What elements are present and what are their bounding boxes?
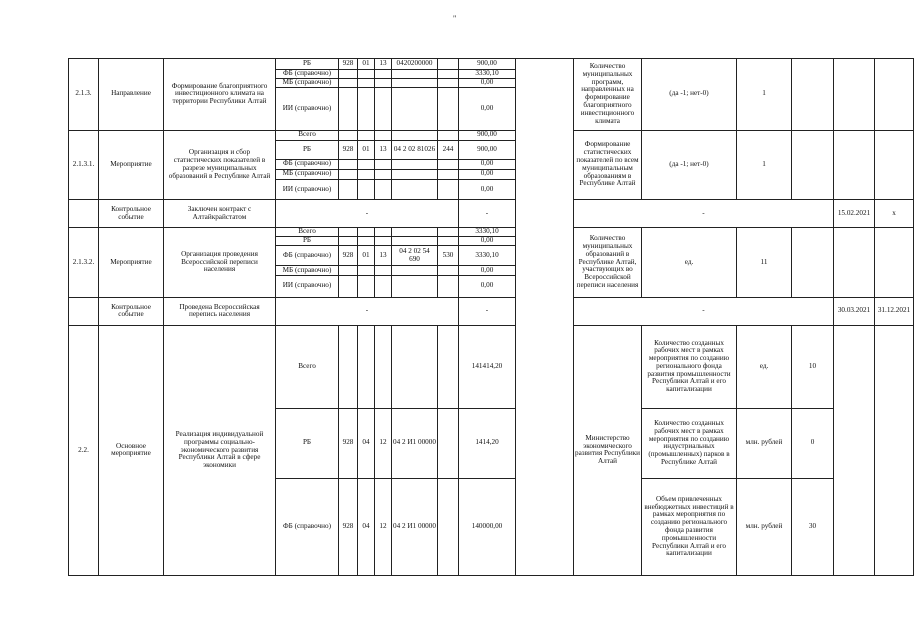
csr-code: 0420200000	[392, 59, 438, 70]
indicator-text: Формирование статистических показателей по всем муниципальным образованиям в Республике Алтай	[574, 130, 642, 199]
indicator-value: 1	[737, 130, 792, 199]
control-event-row	[69, 199, 914, 227]
fin-sum: 141414,20	[459, 325, 516, 408]
fin-source: МБ (справочно)	[276, 266, 339, 275]
fin-source: РБ	[276, 140, 339, 159]
responsible-executor: Министерство экономического развития Республики Алтай	[574, 325, 642, 575]
fin-sum: 0,00	[459, 237, 516, 246]
row-name: Заключен контракт с Алтайкрайстатом	[164, 199, 276, 227]
row-kind: Основное мероприятие	[99, 325, 164, 575]
grbs-code: 928	[339, 408, 358, 479]
indicator-text: Количество созданных рабочих мест в рамках мероприятия по созданию регионального фонда развития промышленности Республики Алтай и его капитализации	[642, 325, 737, 408]
pr-code: 13	[375, 246, 392, 266]
row-number: 2.2.	[69, 325, 99, 575]
pr-code: 12	[375, 408, 392, 479]
fin-source: ИИ (справочно)	[276, 275, 339, 297]
end-date	[875, 228, 914, 297]
fin-source: МБ (справочно)	[276, 79, 339, 88]
fin-source: Всего	[276, 130, 339, 140]
indicator-unit: млн. рублей	[737, 408, 792, 479]
table-row	[69, 59, 914, 70]
row-kind: Направление	[99, 59, 164, 131]
indicator-unit: ед.	[737, 325, 792, 408]
extra-cell	[792, 130, 834, 199]
table-row	[69, 325, 914, 408]
fin-source: МБ (справочно)	[276, 169, 339, 179]
indicator-value: 0	[792, 408, 834, 479]
start-date	[834, 228, 875, 297]
indicator-text: Количество муниципальных программ, направленных на формирование благоприятного инвестиционного климата	[574, 59, 642, 131]
indicator-text: Количество муниципальных образований в Республике Алтай, участвующих во Всероссийской переписи населения	[574, 228, 642, 297]
row-number: 2.1.3.1.	[69, 130, 99, 199]
grbs-code: 928	[339, 59, 358, 70]
fin-sum: 0,00	[459, 179, 516, 199]
fin-sum: 3330,10	[459, 246, 516, 266]
fin-source: ИИ (справочно)	[276, 179, 339, 199]
csr-code: 04 2 И1 00000	[392, 408, 438, 479]
start-date	[875, 325, 914, 575]
pr-code: 13	[375, 140, 392, 159]
fin-sum: 900,00	[459, 130, 516, 140]
start-date	[834, 59, 875, 131]
fin-source: ФБ (справочно)	[276, 246, 339, 266]
row-kind: Контрольное событие	[99, 199, 164, 227]
fin-source: Всего	[276, 228, 339, 237]
grbs-code: 928	[339, 479, 358, 576]
indicator-value: 11	[737, 228, 792, 297]
indicator-unit: (да -1; нет-0)	[642, 130, 737, 199]
indicator-dash: -	[574, 199, 834, 227]
fin-sum: 0,00	[459, 88, 516, 130]
sum-dash: -	[459, 199, 516, 227]
csr-code: 04 2 02 81026	[392, 140, 438, 159]
extra-cell	[792, 228, 834, 297]
fin-sum: 900,00	[459, 140, 516, 159]
fin-sum: 1414,20	[459, 408, 516, 479]
start-date: 30.03.2021	[834, 297, 875, 325]
end-date	[875, 59, 914, 131]
fin-sum: 0,00	[459, 266, 516, 275]
fin-sum: 0,00	[459, 159, 516, 169]
table-row	[69, 228, 914, 237]
fin-source: РБ	[276, 408, 339, 479]
start-date: 15.02.2021	[834, 199, 875, 227]
indicator-unit: млн. рублей	[737, 479, 792, 576]
fin-source: РБ	[276, 59, 339, 70]
grbs-code: 928	[339, 140, 358, 159]
vr-code: 530	[438, 246, 459, 266]
row-number: 2.1.3.2.	[69, 228, 99, 297]
rz-code: 01	[358, 140, 375, 159]
fin-sum: 140000,00	[459, 479, 516, 576]
indicator-text: Количество созданных рабочих мест в рамках мероприятия по созданию индустриальных (промышленных) парков в Республике Алтай	[642, 408, 737, 479]
fin-source: ФБ (справочно)	[276, 70, 339, 79]
page-marker: "	[453, 14, 457, 23]
indicator-text: Объем привлеченных внебюджетных инвестиций в рамках мероприятия по созданию регионального фонда развития промышленности Республики Алтай и его капитализации	[642, 479, 737, 576]
vr-code	[438, 59, 459, 70]
fin-source: ФБ (справочно)	[276, 479, 339, 576]
codes-dash: -	[276, 297, 459, 325]
row-name: Реализация индивидуальной программы социально-экономического развития Республики Алтай в сфере экономики	[164, 325, 276, 575]
pr-code: 12	[375, 479, 392, 576]
fin-sum: 900,00	[459, 59, 516, 70]
row-number: 2.1.3.	[69, 59, 99, 131]
end-date: 31.12.2021	[875, 297, 914, 325]
csr-code: 04 2 02 54 690	[392, 246, 438, 266]
codes-dash: -	[276, 199, 459, 227]
fin-sum: 3330,10	[459, 228, 516, 237]
row-number	[69, 199, 99, 227]
end-date	[875, 130, 914, 199]
indicator-value: 1	[737, 59, 792, 131]
row-kind: Контрольное событие	[99, 297, 164, 325]
end-date: х	[875, 199, 914, 227]
grbs-code: 928	[339, 246, 358, 266]
indicator-value: 30	[792, 479, 834, 576]
fin-source: ФБ (справочно)	[276, 159, 339, 169]
row-name: Проведена Всероссийская перепись населения	[164, 297, 276, 325]
responsible-cell	[516, 59, 574, 576]
vr-code: 244	[438, 140, 459, 159]
extra-cell	[792, 59, 834, 131]
csr-code: 04 2 И1 00000	[392, 479, 438, 576]
sum-dash: -	[459, 297, 516, 325]
fin-source: РБ	[276, 237, 339, 246]
program-table	[68, 58, 914, 576]
fin-source: ИИ (справочно)	[276, 88, 339, 130]
fin-sum: 0,00	[459, 79, 516, 88]
pr-code: 13	[375, 59, 392, 70]
rz-code: 04	[358, 479, 375, 576]
rz-code: 01	[358, 59, 375, 70]
indicator-value: 10	[792, 325, 834, 408]
indicator-unit: (да -1; нет-0)	[642, 59, 737, 131]
indicator-dash: -	[574, 297, 834, 325]
fin-sum: 0,00	[459, 275, 516, 297]
table-row	[69, 130, 914, 140]
extra-cell	[834, 325, 875, 575]
rz-code: 04	[358, 408, 375, 479]
control-event-row	[69, 297, 914, 325]
row-kind: Мероприятие	[99, 228, 164, 297]
row-kind: Мероприятие	[99, 130, 164, 199]
fin-sum: 3330,10	[459, 70, 516, 79]
row-number	[69, 297, 99, 325]
row-name: Формирование благоприятного инвестиционного климата на территории Республики Алтай	[164, 59, 276, 131]
row-name: Организация и сбор статистических показателей в разрезе муниципальных образований в Республике Алтай	[164, 130, 276, 199]
rz-code: 01	[358, 246, 375, 266]
row-name: Организация проведения Всероссийской переписи населения	[164, 228, 276, 297]
fin-source: Всего	[276, 325, 339, 408]
indicator-unit: ед.	[642, 228, 737, 297]
start-date	[834, 130, 875, 199]
fin-sum: 0,00	[459, 169, 516, 179]
